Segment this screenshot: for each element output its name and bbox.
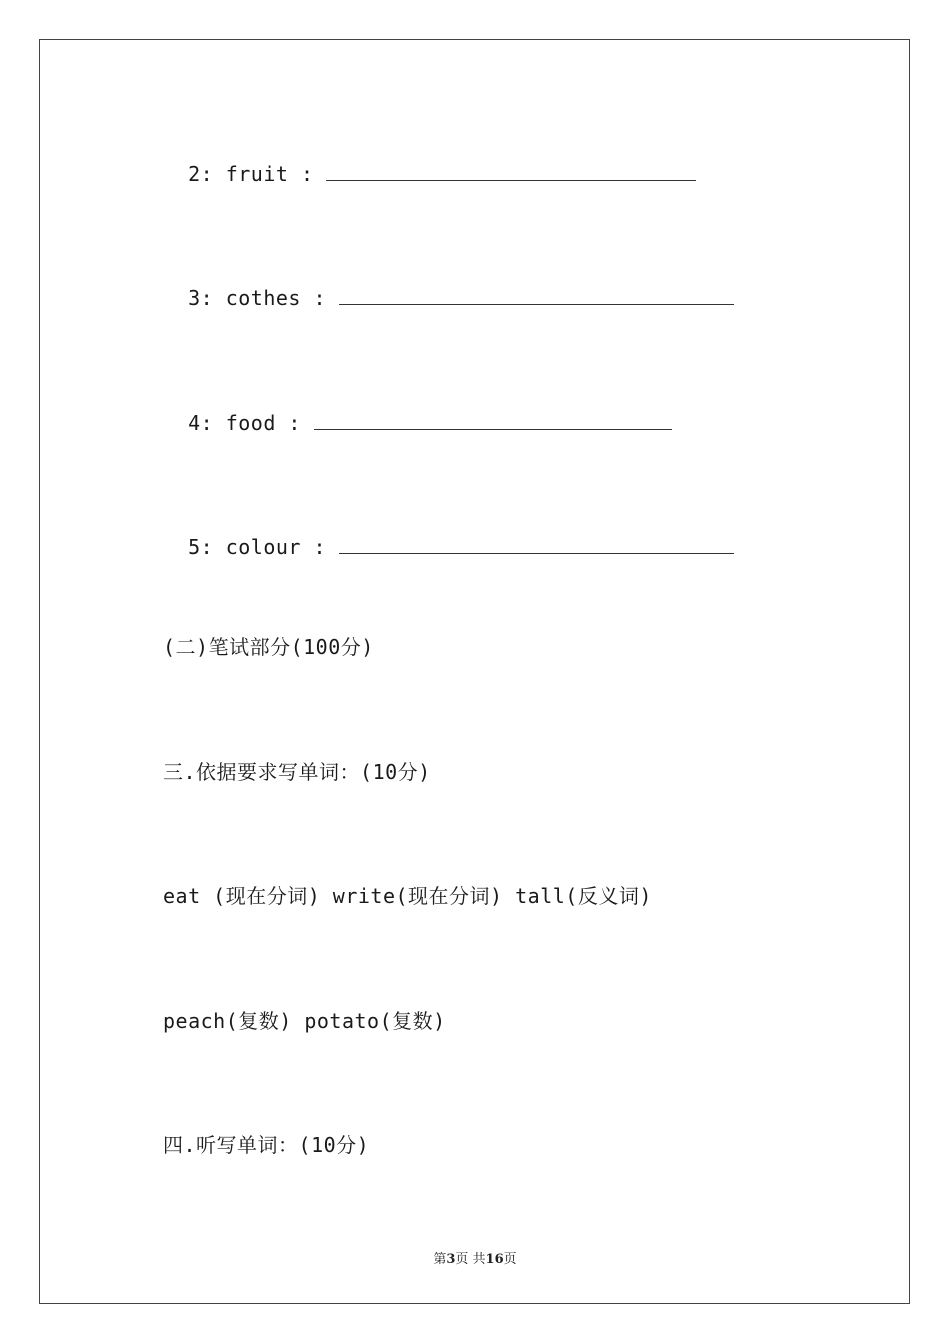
- item-colour-label: 5: colour :: [188, 535, 339, 559]
- footer-current-page: 3: [446, 1252, 456, 1267]
- footer-suffix: 页: [503, 1252, 517, 1267]
- footer-middle: 页 共: [455, 1252, 486, 1267]
- section-written-heading: (二)笔试部分(100分): [163, 635, 374, 659]
- answer-blank-food[interactable]: [314, 411, 672, 430]
- item-fruit: [163, 138, 696, 186]
- footer-prefix: 第: [433, 1252, 447, 1267]
- item-food-label: 4: food :: [188, 411, 314, 435]
- footer-total-pages: 16: [485, 1252, 504, 1267]
- section-three-line2: peach(复数) potato(复数): [163, 1009, 446, 1033]
- section-four-title: 四.听写单词：(10分): [163, 1133, 370, 1157]
- answer-blank-colour[interactable]: [339, 535, 734, 554]
- page-border: [39, 39, 910, 1304]
- item-cothes-label: 3: cothes :: [188, 286, 339, 310]
- item-food: [163, 387, 672, 435]
- section-three-line1: eat (现在分词) write(现在分词) tall(反义词): [163, 884, 652, 908]
- item-fruit-label: 2: fruit :: [188, 162, 327, 186]
- item-cothes: [163, 262, 734, 310]
- answer-blank-cothes[interactable]: [339, 286, 734, 305]
- page-footer: [0, 1248, 950, 1267]
- item-colour: [163, 511, 734, 559]
- answer-blank-fruit[interactable]: [326, 162, 696, 181]
- section-three-title: 三.依据要求写单词：(10分): [163, 760, 431, 784]
